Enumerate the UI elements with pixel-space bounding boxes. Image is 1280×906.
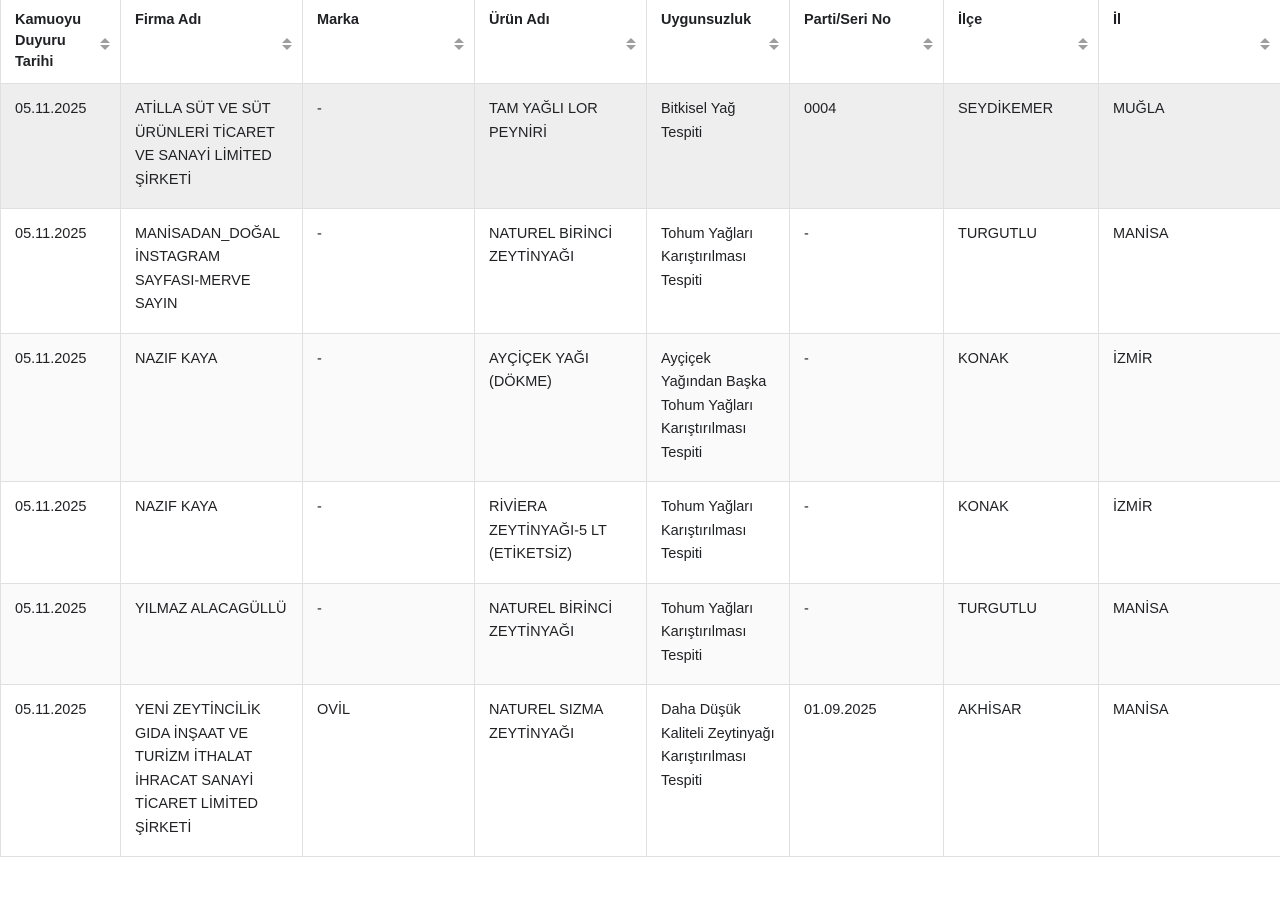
cell-district: KONAK	[944, 333, 1099, 481]
cell-product: AYÇİÇEK YAĞI (DÖKME)	[475, 333, 647, 481]
column-header-ilce[interactable]	[944, 0, 1099, 84]
cell-province: MANİSA	[1099, 685, 1280, 857]
cell-batch: 01.09.2025	[790, 685, 944, 857]
cell-province: MANİSA	[1099, 208, 1280, 333]
sort-icon[interactable]	[923, 38, 933, 52]
column-header-label: Uygunsuzluk	[661, 12, 752, 28]
cell-product: TAM YAĞLI LOR PEYNİRİ	[475, 84, 647, 209]
sort-icon[interactable]	[454, 38, 464, 52]
cell-batch: -	[790, 583, 944, 684]
sort-icon[interactable]	[100, 38, 110, 52]
cell-brand: -	[303, 208, 475, 333]
sort-icon[interactable]	[626, 38, 636, 52]
column-header-label: Parti/Seri No	[804, 12, 892, 28]
column-header-label: Marka	[317, 12, 359, 28]
cell-date: 05.11.2025	[1, 333, 121, 481]
cell-firm: YILMAZ ALACAGÜLLÜ	[121, 583, 303, 684]
cell-nonconformity: Tohum Yağları Karıştırılması Tespiti	[647, 583, 790, 684]
cell-batch: -	[790, 208, 944, 333]
cell-province: İZMİR	[1099, 333, 1280, 481]
cell-brand: -	[303, 482, 475, 583]
column-header-marka[interactable]	[303, 0, 475, 84]
column-header-parti-seri-no[interactable]	[790, 0, 944, 84]
cell-nonconformity: Tohum Yağları Karıştırılması Tespiti	[647, 482, 790, 583]
cell-district: TURGUTLU	[944, 208, 1099, 333]
cell-product: NATUREL BİRİNCİ ZEYTİNYAĞI	[475, 583, 647, 684]
cell-nonconformity: Ayçiçek Yağından Başka Tohum Yağları Karıştırılması Tespiti	[647, 333, 790, 481]
cell-firm: ATİLLA SÜT VE SÜT ÜRÜNLERİ TİCARET VE SANAYİ LİMİTED ŞİRKETİ	[121, 84, 303, 209]
sort-icon[interactable]	[1078, 38, 1088, 52]
column-header-urun-adi[interactable]	[475, 0, 647, 84]
cell-district: TURGUTLU	[944, 583, 1099, 684]
table-header	[1, 0, 1280, 84]
column-header-label: Ürün Adı	[489, 12, 550, 28]
cell-firm: NAZIF KAYA	[121, 482, 303, 583]
table-body	[1, 84, 1280, 857]
cell-province: MANİSA	[1099, 583, 1280, 684]
sort-icon[interactable]	[769, 38, 779, 52]
cell-date: 05.11.2025	[1, 84, 121, 209]
cell-product: RİVİERA ZEYTİNYAĞI-5 LT (ETİKETSİZ)	[475, 482, 647, 583]
table-header-row	[1, 0, 1280, 84]
column-header-il[interactable]	[1099, 0, 1280, 84]
column-header-uygunsuzluk[interactable]	[647, 0, 790, 84]
cell-brand: OVİL	[303, 685, 475, 857]
table-row[interactable]	[1, 482, 1280, 583]
cell-district: AKHİSAR	[944, 685, 1099, 857]
cell-firm: MANİSADAN_DOĞAL İNSTAGRAM SAYFASI-MERVE SAYIN	[121, 208, 303, 333]
cell-nonconformity: Tohum Yağları Karıştırılması Tespiti	[647, 208, 790, 333]
cell-product: NATUREL SIZMA ZEYTİNYAĞI	[475, 685, 647, 857]
cell-district: KONAK	[944, 482, 1099, 583]
cell-firm: YENİ ZEYTİNCİLİK GIDA İNŞAAT VE TURİZM İTHALAT İHRACAT SANAYİ TİCARET LİMİTED ŞİRKETİ	[121, 685, 303, 857]
cell-batch: -	[790, 482, 944, 583]
cell-firm: NAZIF KAYA	[121, 333, 303, 481]
column-header-firma-adi[interactable]	[121, 0, 303, 84]
cell-date: 05.11.2025	[1, 685, 121, 857]
cell-date: 05.11.2025	[1, 482, 121, 583]
table-row[interactable]	[1, 84, 1280, 209]
cell-nonconformity: Daha Düşük Kaliteli Zeytinyağı Karıştırılması Tespiti	[647, 685, 790, 857]
column-header-label: İlçe	[958, 12, 983, 28]
column-header-label: İl	[1113, 12, 1122, 28]
cell-province: MUĞLA	[1099, 84, 1280, 209]
cell-batch: -	[790, 333, 944, 481]
cell-district: SEYDİKEMER	[944, 84, 1099, 209]
cell-province: İZMİR	[1099, 482, 1280, 583]
cell-brand: -	[303, 84, 475, 209]
column-header-label: Kamuoyu Duyuru Tarihi	[15, 12, 82, 71]
cell-product: NATUREL BİRİNCİ ZEYTİNYAĞI	[475, 208, 647, 333]
cell-nonconformity: Bitkisel Yağ Tespiti	[647, 84, 790, 209]
cell-brand: -	[303, 333, 475, 481]
column-header-label: Firma Adı	[135, 12, 202, 28]
table-row[interactable]	[1, 333, 1280, 481]
cell-date: 05.11.2025	[1, 583, 121, 684]
sort-icon[interactable]	[282, 38, 292, 52]
cell-batch: 0004	[790, 84, 944, 209]
table-row[interactable]	[1, 208, 1280, 333]
cell-brand: -	[303, 583, 475, 684]
table-row[interactable]	[1, 685, 1280, 857]
column-header-kamuoyu-duyuru-tarihi[interactable]	[1, 0, 121, 84]
sort-icon[interactable]	[1260, 38, 1270, 52]
cell-date: 05.11.2025	[1, 208, 121, 333]
table-row[interactable]	[1, 583, 1280, 684]
